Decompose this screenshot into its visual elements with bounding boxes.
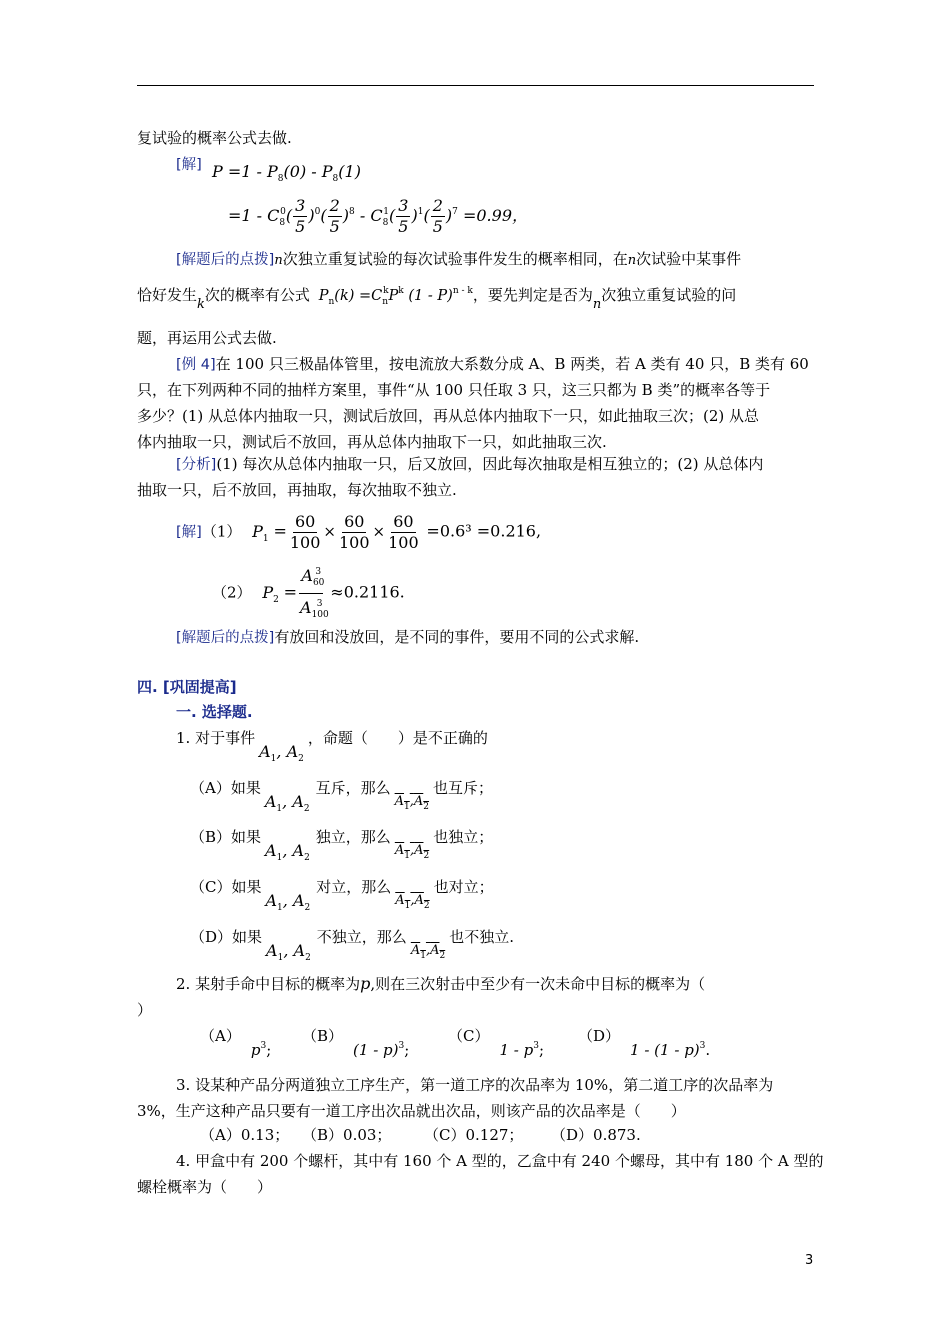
ex4-solution-1: [解]（1） $P_1$ = $\frac{60}{100}$ × $\frac{60}{100}$ × $\frac{60}{100}$ =0.6³ =0.216, xyxy=(176,512,542,552)
q3-option-b: （B）0.03； xyxy=(302,1126,392,1144)
q3-option-a: （A）0.13； xyxy=(200,1126,290,1144)
q2-option-b: （B）(1 - p)$^3$; xyxy=(302,1027,410,1059)
ex4-line-2: 只，在下列两种不同的抽样方案里，事件“从 100 只任取 3 只，这三只都为 B 类”的概率各等于 xyxy=(137,381,771,399)
q3-line-1: 3. 设某种产品分两道独立工序生产，第一道工序的次品率为 10%，第二道工序的次品率为 xyxy=(176,1076,774,1094)
ex4-line-4: 体内抽取一只，测试后不放回，再从总体内抽取下一只，如此抽取三次. xyxy=(137,433,607,451)
ex4-analysis-line-2: 抽取一只，后不放回，再抽取，每次抽取不独立. xyxy=(137,481,457,499)
ex4-tip: [解题后的点拨]有放回和没放回，是不同的事件，要用不同的公式求解. xyxy=(176,628,640,646)
q3-option-d: （D）0.873. xyxy=(551,1126,641,1144)
ex4-analysis-line-1: [分析](1) 每次从总体内抽取一只，后又放回，因此每次抽取是相互独立的；(2) 从总体内 xyxy=(176,455,764,473)
q1-option-d: （D）如果$A_1$, $A_2$不独立，那么$A_1,A_2$也不独立. xyxy=(190,928,514,963)
ex3-tip-line-2: 恰好发生k次的概率有公式 $P_n(k) =C_n^kP^k$ (1 - P)$^{n - k}$，要先判定是否为n次独立重复试验的问 xyxy=(137,286,737,312)
ex3-formula-2: $=1 - C_8^0$( $\frac{3}{5}$ )$^0$( $\frac{2}{5}$ )$^8 - C_8^1$( $\frac{3}{5}$ )$^1$( $\frac{2}{5}$ )$^7$ =0.99， xyxy=(228,196,529,236)
ex4-line-3: 多少？(1) 从总体内抽取一只，测试后放回，再从总体内抽取下一只，如此抽取三次；(2) 从总 xyxy=(137,407,760,425)
header-rule xyxy=(137,85,814,86)
ex3-tip-line-3: 题，再运用公式去做. xyxy=(137,329,277,347)
page-number: 3 xyxy=(805,1253,814,1268)
ex3-formula-1: $P =1 - P_8(0) - P_8(1)$ xyxy=(212,162,361,184)
ex3-tip-line-1: [解题后的点拨]n次独立重复试验的每次试验事件发生的概率相同，在n次试验中某事件 xyxy=(176,250,742,268)
q1-option-a: （A）如果$A_1$, $A_2$互斥，那么$A_1,A_2$也互斥； xyxy=(190,779,494,814)
q3-option-c: （C）0.127； xyxy=(424,1126,524,1144)
q2-option-d: （D）1 - (1 - p)$^3$. xyxy=(578,1027,711,1059)
ex4-solution-2: （2） $P_2$ = $\frac{A_{60}^3}{A_{100}^3}$ ≈0.2116. xyxy=(212,562,405,625)
q1-stem: 1. 对于事件$A_1$, $A_2$，命题（ ）是不正确的 xyxy=(176,729,488,764)
q2-option-c: $(C)1 - p^3$; xyxy=(448,1027,545,1059)
q2-line-2: ） xyxy=(137,1001,153,1019)
q4-line-1: 4. 甲盒中有 200 个螺杆，其中有 160 个 A 型的，乙盒中有 240 个螺母，其中有 180 个 A 型的 xyxy=(176,1152,824,1170)
q3-line-2: 3%，生产这种产品只要有一道工序出次品就出次品，则该产品的次品率是（ ） xyxy=(137,1102,686,1120)
section-title: 四. [巩固提高] xyxy=(137,678,237,696)
q4-line-2: 螺栓概率为（ ） xyxy=(137,1178,273,1196)
solution-label: [解] xyxy=(176,157,202,173)
section-subtitle: 一. 选择题. xyxy=(176,703,253,721)
q1-option-c: （C）如果$A_1$, $A_2$对立，那么$A_1,A_2$也对立； xyxy=(190,878,494,913)
q2-line-1: 2. 某射手命中目标的概率为p,则在三次射击中至少有一次未命中目标的概率为（ xyxy=(176,974,706,993)
ex4-line-1: [例 4]在 100 只三极晶体管里，按电流放大系数分成 A、B 两类，若 A 类有 40 只，B 类有 60 xyxy=(176,355,809,373)
intro-line: 复试验的概率公式去做. xyxy=(137,129,292,147)
q1-option-b: （B）如果$A_1$, $A_2$独立，那么$A_1,A_2$也独立； xyxy=(190,828,494,863)
q2-option-a: $(A)p^3$; xyxy=(200,1027,272,1059)
